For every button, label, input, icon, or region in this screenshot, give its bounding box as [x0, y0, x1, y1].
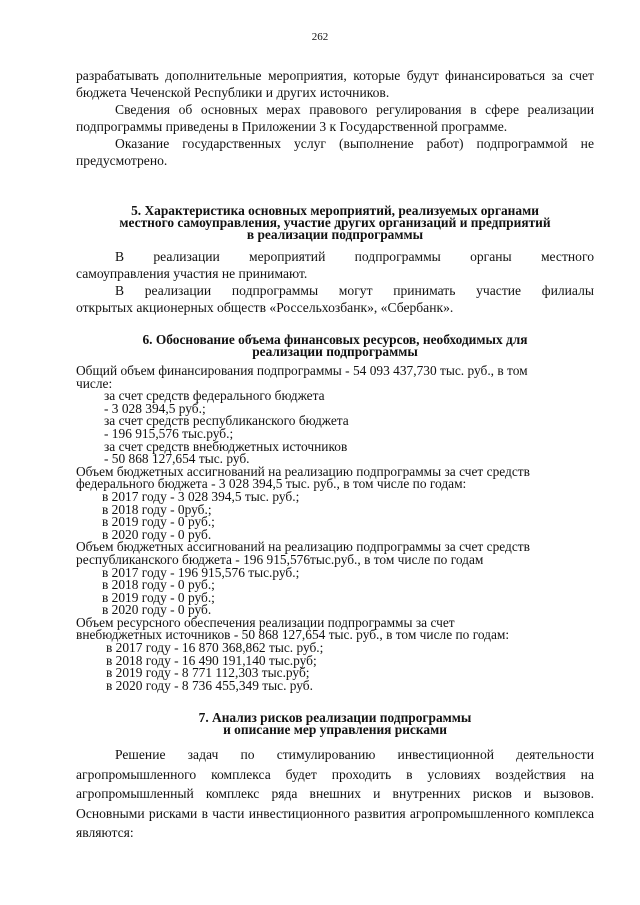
federal-year-item: в 2018 году - 0руб.;: [102, 501, 212, 517]
extrabudget-value: - 50 868 127,654 тыс. руб.: [104, 451, 250, 467]
resource-year-item: в 2020 году - 8 736 455,349 тыс. руб.: [106, 677, 313, 693]
resource-year-item: в 2019 году - 8 771 112,303 тыс.руб;: [106, 665, 310, 681]
section-7-heading-line-2: и описание мер управления рисками: [223, 722, 447, 737]
section-7: [76, 712, 594, 843]
republic-budget-label: за счет средств республиканского бюджета: [104, 413, 349, 429]
republic-year-item: в 2018 году - 0 руб.;: [102, 577, 215, 593]
resource-year-item: в 2018 году - 16 490 191,140 тыс.руб;: [106, 652, 317, 668]
intro-paragraph-2: Сведения об основных мерах правового регулирования в сфере реализации подпрограммы приведены в Приложении 3 к Государственной программе.: [76, 102, 594, 134]
republic-allocation-line-2: республиканского бюджета - 196 915,576тыс.руб., в том числе по годам: [76, 551, 484, 567]
section-6: [76, 334, 594, 358]
resource-year-item: в 2017 году - 16 870 368,862 тыс. руб.;: [106, 640, 324, 656]
total-financing-line-1: Общий объем финансирования подпрограммы - 54 093 437,730 тыс. руб., в том: [76, 363, 528, 378]
federal-allocation-line-1: Объем бюджетных ассигнований на реализацию подпрограммы за счет средств: [76, 463, 530, 479]
section-5-heading-line-1: 5. Характеристика основных мероприятий, реализуемых органами: [131, 203, 539, 218]
section-5-heading-line-2: местного самоуправления, участие других организаций и предприятий: [119, 215, 551, 230]
federal-year-item: в 2020 году - 0 руб.: [102, 526, 212, 542]
section-5-paragraph-1-line-1: В реализации мероприятий подпрограммы органы местного: [115, 249, 594, 264]
federal-budget-value: - 3 028 394,5 руб.;: [104, 400, 206, 416]
section-5-paragraph-1-line-2: самоуправления участия не принимают.: [76, 266, 308, 281]
section-5: [76, 205, 594, 316]
republic-year-item: в 2019 году - 0 руб.;: [102, 589, 215, 605]
section-7-heading-line-1: 7. Анализ рисков реализации подпрограммы: [198, 710, 472, 725]
republic-year-item: в 2020 году - 0 руб.: [102, 602, 212, 618]
federal-year-item: в 2017 году - 3 028 394,5 тыс. руб.;: [102, 488, 300, 504]
page-number: 262: [311, 31, 329, 43]
extrabudget-label: за счет средств внебюджетных источников: [104, 438, 348, 454]
section-6-body: [76, 365, 594, 692]
intro-block: [76, 67, 594, 169]
republic-year-item: в 2017 году - 196 915,576 тыс.руб.;: [102, 564, 300, 580]
resource-allocation-line-1: Объем ресурсного обеспечения реализации подпрограммы за счет: [76, 614, 455, 630]
section-6-heading-line-2: реализации подпрограммы: [252, 344, 418, 359]
republic-allocation-line-1: Объем бюджетных ассигнований на реализацию подпрограммы за счет средств: [76, 539, 530, 555]
intro-paragraph-1: разрабатывать дополнительные мероприятия, которые будут финансироваться за счет бюджета Чеченской Республики и других источников.: [76, 68, 594, 100]
total-financing-line-2: числе:: [76, 375, 113, 391]
resource-allocation-line-2: внебюджетных источников - 50 868 127,654 тыс. руб., в том числе по годам:: [76, 627, 510, 643]
section-5-paragraph-2-line-2: открытых акционерных обществ «Россельхозбанк», «Сбербанк».: [76, 300, 454, 315]
section-5-paragraph-2-line-1: В реализации подпрограммы могут принимать участие филиалы: [115, 283, 594, 298]
federal-year-item: в 2019 году - 0 руб.;: [102, 514, 215, 530]
section-5-heading-line-3: в реализации подпрограммы: [246, 227, 424, 242]
intro-paragraph-3: Оказание государственных услуг (выполнение работ) подпрограммой не предусмотрено.: [76, 136, 594, 168]
federal-budget-label: за счет средств федерального бюджета: [104, 388, 325, 404]
federal-allocation-line-2: федерального бюджета - 3 028 394,5 тыс. руб., в том числе по годам:: [76, 476, 467, 492]
section-6-heading-line-1: 6. Обоснование объема финансовых ресурсов, необходимых для: [142, 332, 528, 347]
section-7-paragraph-1: Решение задач по стимулированию инвестиционной деятельности агропромышленного комплекса будет проходить в условиях воздействия на агропромышленный комплекс ряда внешних и внутренних рисков и вызовов. Основными рисками в части инвестиционного развития агропромышленного комплекса являются:: [76, 747, 594, 840]
republic-budget-value: - 196 915,576 тыс.руб.;: [104, 425, 234, 441]
